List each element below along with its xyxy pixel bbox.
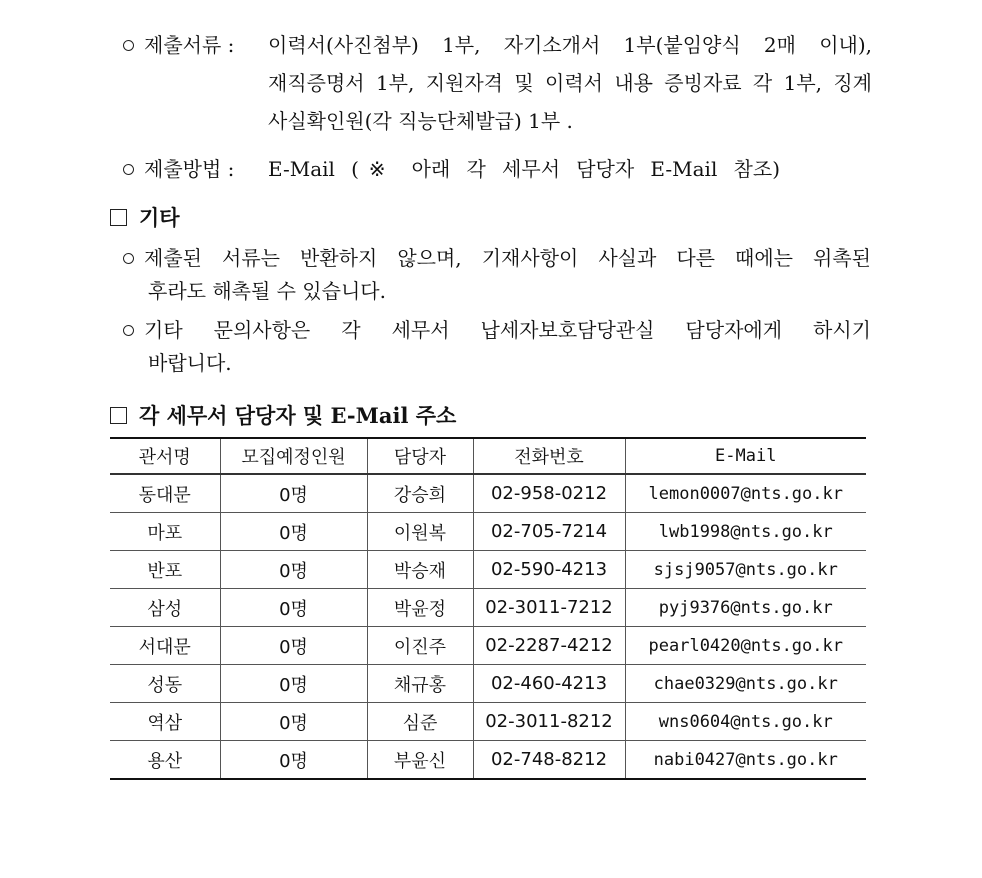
phone-cell: 02-2287-4212 <box>473 627 625 665</box>
contact-person-cell: 이진주 <box>367 627 473 665</box>
phone-cell: 02-460-4213 <box>473 665 625 703</box>
contacts-table <box>110 437 866 780</box>
table-row <box>110 513 866 551</box>
square-bullet-icon <box>110 209 127 226</box>
contact-person-cell: 강승희 <box>367 474 473 513</box>
etc-item2-line1: 기타 문의사항은 각 세무서 납세자보호담당관실 담당자에게 하시기 <box>123 317 873 343</box>
email-cell: sjsj9057@nts.go.kr <box>625 551 866 589</box>
submission-docs-text3: 사실확인원(각 직능단체발급) 1부 . <box>268 109 573 133</box>
hires-cell: 0명 <box>220 703 367 741</box>
table-row <box>110 703 866 741</box>
table-row <box>110 551 866 589</box>
table-row <box>110 665 866 703</box>
office-cell: 용산 <box>110 741 220 780</box>
email-cell: wns0604@nts.go.kr <box>625 703 866 741</box>
office-cell: 삼성 <box>110 589 220 627</box>
contact-person-cell: 채규홍 <box>367 665 473 703</box>
hires-cell: 0명 <box>220 741 367 780</box>
submission-method <box>123 156 234 182</box>
table-row <box>110 589 866 627</box>
office-cell: 서대문 <box>110 627 220 665</box>
submission-method-label: 제출방법 : <box>144 157 235 181</box>
hires-cell: 0명 <box>220 474 367 513</box>
phone-cell: 02-3011-7212 <box>473 589 625 627</box>
phone-cell: 02-590-4213 <box>473 551 625 589</box>
submission-docs-line1 <box>123 32 234 58</box>
etc-item2-line2: 바랍니다. <box>148 351 232 375</box>
column-header-planned-hires: 모집예정인원 <box>220 438 367 474</box>
contact-person-cell: 심준 <box>367 703 473 741</box>
table-row <box>110 627 866 665</box>
submission-docs-label: 제출서류 : <box>144 33 235 57</box>
etc-item1-line2: 후라도 해촉될 수 있습니다. <box>148 279 386 303</box>
hires-cell: 0명 <box>220 589 367 627</box>
phone-cell: 02-748-8212 <box>473 741 625 780</box>
phone-cell: 02-3011-8212 <box>473 703 625 741</box>
office-cell: 마포 <box>110 513 220 551</box>
column-header-phone: 전화번호 <box>473 438 625 474</box>
email-cell: nabi0427@nts.go.kr <box>625 741 866 780</box>
etc-heading: 기타 <box>110 205 180 231</box>
column-header-email: E-Mail <box>625 438 866 474</box>
hires-cell: 0명 <box>220 627 367 665</box>
email-cell: pyj9376@nts.go.kr <box>625 589 866 627</box>
table-row <box>110 741 866 780</box>
contact-person-cell: 부윤신 <box>367 741 473 780</box>
contact-person-cell: 박승재 <box>367 551 473 589</box>
email-cell: pearl0420@nts.go.kr <box>625 627 866 665</box>
contacts-heading: 각 세무서 담당자 및 E-Mail 주소 <box>110 403 456 429</box>
table-header-row <box>110 438 866 474</box>
circle-bullet-icon <box>123 253 134 264</box>
contact-person-cell: 이원복 <box>367 513 473 551</box>
email-cell: lwb1998@nts.go.kr <box>625 513 866 551</box>
contact-person-cell: 박윤정 <box>367 589 473 627</box>
office-cell: 성동 <box>110 665 220 703</box>
office-cell: 반포 <box>110 551 220 589</box>
column-header-office: 관서명 <box>110 438 220 474</box>
hires-cell: 0명 <box>220 665 367 703</box>
office-cell: 역삼 <box>110 703 220 741</box>
table-row <box>110 474 866 513</box>
email-cell: chae0329@nts.go.kr <box>625 665 866 703</box>
hires-cell: 0명 <box>220 513 367 551</box>
phone-cell: 02-958-0212 <box>473 474 625 513</box>
email-cell: lemon0007@nts.go.kr <box>625 474 866 513</box>
circle-bullet-icon <box>123 164 134 175</box>
submission-method-text: E-Mail (※ 아래 각 세무서 담당자 E-Mail 참조) <box>268 157 780 181</box>
circle-bullet-icon <box>123 325 134 336</box>
square-bullet-icon <box>110 407 127 424</box>
column-header-contact-person: 담당자 <box>367 438 473 474</box>
phone-cell: 02-705-7214 <box>473 513 625 551</box>
hires-cell: 0명 <box>220 551 367 589</box>
circle-bullet-icon <box>123 40 134 51</box>
submission-docs-text2: 재직증명서 1부, 지원자격 및 이력서 내용 증빙자료 각 1부, 징계 <box>268 71 872 95</box>
office-cell: 동대문 <box>110 474 220 513</box>
etc-item1-line1: 제출된 서류는 반환하지 않으며, 기재사항이 사실과 다른 때에는 위촉된 <box>123 245 873 271</box>
submission-docs-text1: 이력서(사진첨부) 1부, 자기소개서 1부(붙임양식 2매 이내), <box>268 33 872 57</box>
